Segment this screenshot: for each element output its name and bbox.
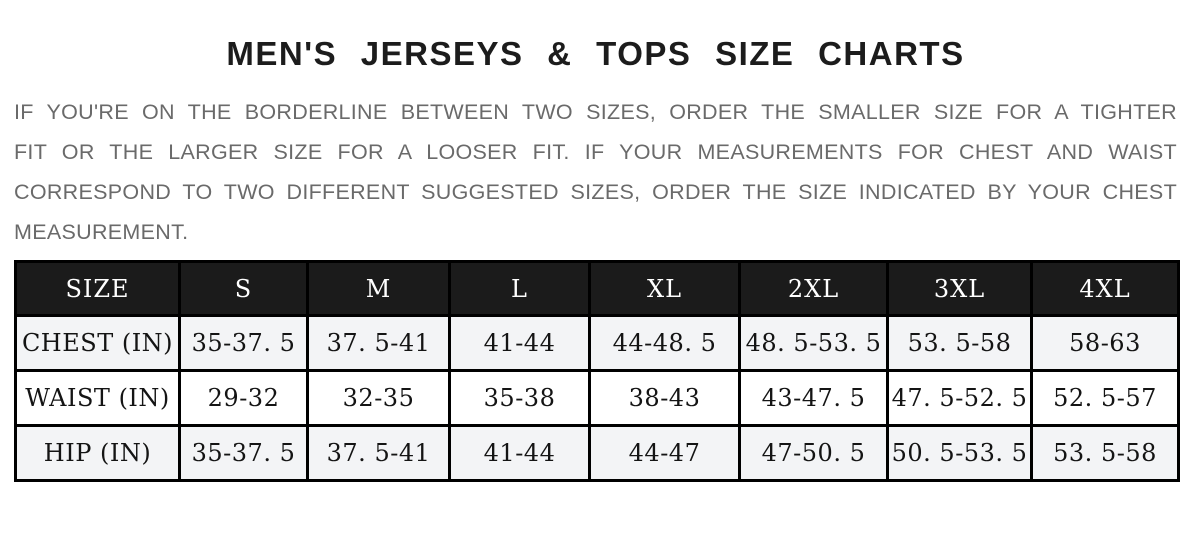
chest-value-4xl: 58-63	[1032, 316, 1179, 371]
hip-value-xl: 44-47	[590, 426, 740, 481]
row-label-waist: WAIST (IN)	[16, 371, 180, 426]
waist-value-l: 35-38	[450, 371, 590, 426]
page-title: MEN'S JERSEYS & TOPS SIZE CHARTS	[226, 35, 965, 72]
hip-value-3xl: 50. 5-53. 5	[888, 426, 1032, 481]
intro-paragraph: IF YOU'RE ON THE BORDERLINE BETWEEN TWO SIZES, ORDER THE SMALLER SIZE FOR A TIGHTER FIT OR THE LARGER SIZE FOR A LOOSER FIT. IF YOUR MEASUREMENTS FOR CHEST AND WAIST CORRESPOND TO TWO DIFFERENT SUGGESTED SIZES, ORDER THE SIZE INDICATED BY YOUR CHEST MEASUREMENT.	[14, 100, 1177, 244]
hip-value-m: 37. 5-41	[308, 426, 450, 481]
waist-value-2xl: 43-47. 5	[740, 371, 888, 426]
waist-value-m: 32-35	[308, 371, 450, 426]
hip-value-4xl: 53. 5-58	[1032, 426, 1179, 481]
row-label-chest: CHEST (IN)	[16, 316, 180, 371]
column-header-xl: XL	[590, 262, 740, 316]
size-chart-table	[14, 260, 1180, 482]
hip-value-l: 41-44	[450, 426, 590, 481]
table-row-hip	[16, 426, 1179, 481]
table-header-row	[16, 262, 1179, 316]
column-header-m: M	[308, 262, 450, 316]
waist-value-4xl: 52. 5-57	[1032, 371, 1179, 426]
chest-value-l: 41-44	[450, 316, 590, 371]
column-header-2xl: 2XL	[740, 262, 888, 316]
table-row-waist	[16, 371, 1179, 426]
column-header-size: SIZE	[16, 262, 180, 316]
row-label-hip: HIP (IN)	[16, 426, 180, 481]
column-header-3xl: 3XL	[888, 262, 1032, 316]
column-header-l: L	[450, 262, 590, 316]
chest-value-2xl: 48. 5-53. 5	[740, 316, 888, 371]
hip-value-2xl: 47-50. 5	[740, 426, 888, 481]
waist-value-3xl: 47. 5-52. 5	[888, 371, 1032, 426]
chest-value-3xl: 53. 5-58	[888, 316, 1032, 371]
waist-value-xl: 38-43	[590, 371, 740, 426]
table-row-chest	[16, 316, 1179, 371]
chest-value-xl: 44-48. 5	[590, 316, 740, 371]
chest-value-s: 35-37. 5	[180, 316, 308, 371]
hip-value-s: 35-37. 5	[180, 426, 308, 481]
waist-value-s: 29-32	[180, 371, 308, 426]
column-header-4xl: 4XL	[1032, 262, 1179, 316]
chest-value-m: 37. 5-41	[308, 316, 450, 371]
column-header-s: S	[180, 262, 308, 316]
